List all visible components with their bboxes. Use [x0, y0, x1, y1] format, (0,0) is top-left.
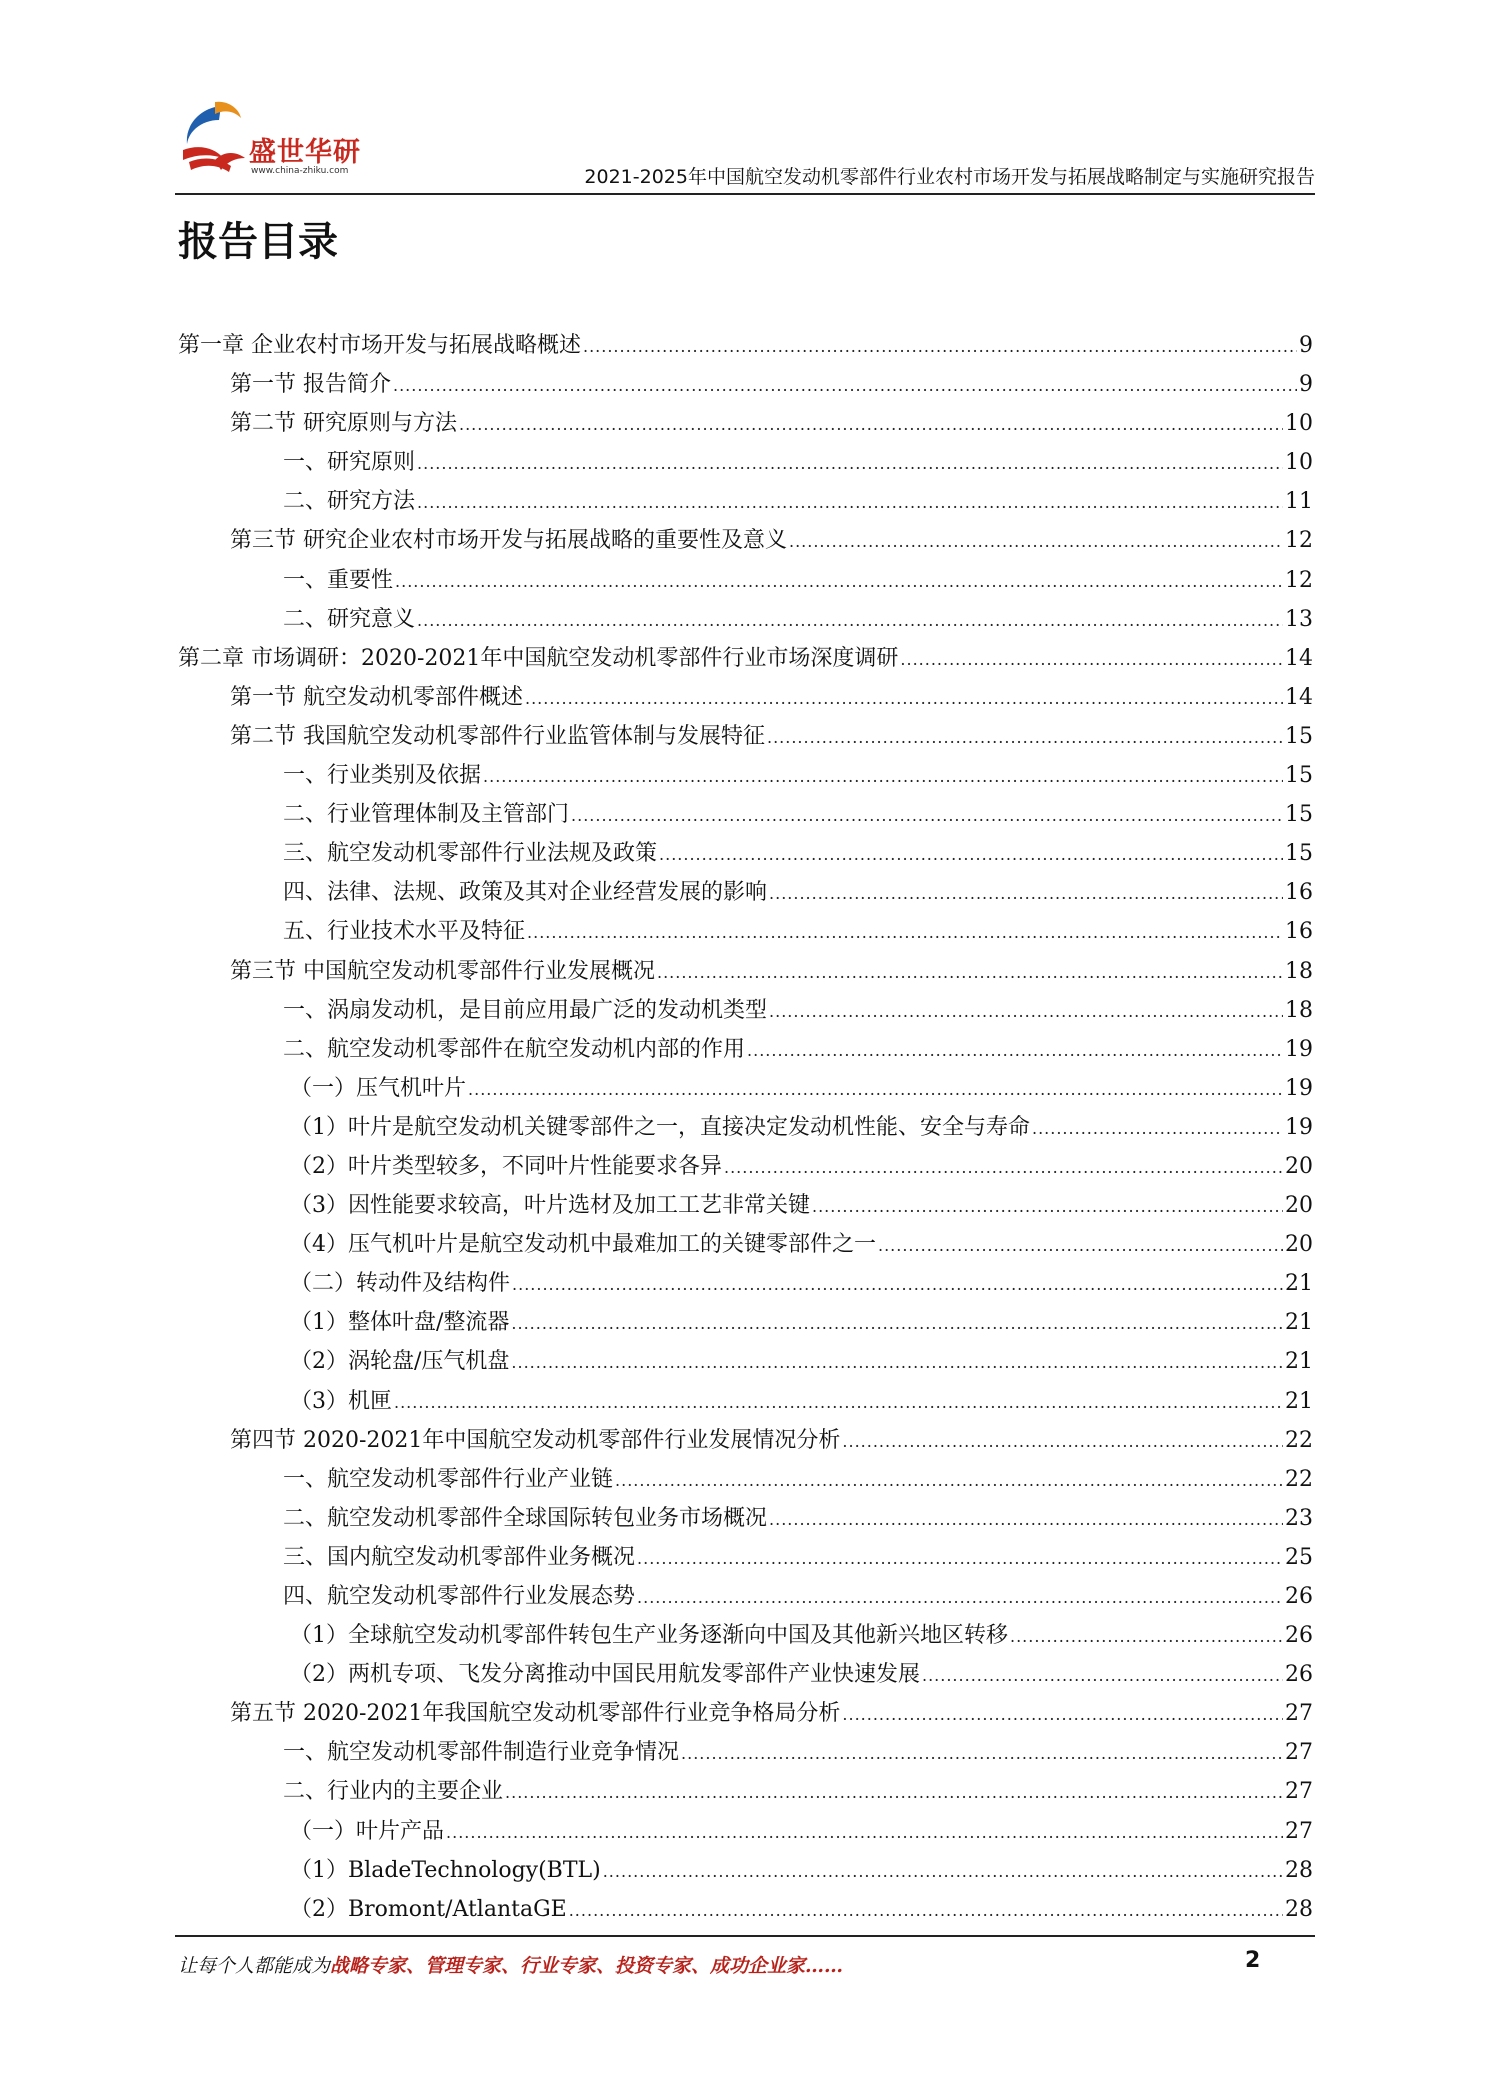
toc-leader-dots	[395, 562, 1283, 601]
toc-leader-dots	[1010, 1617, 1283, 1656]
footer-slogan	[178, 1951, 843, 1978]
toc-leader-dots	[842, 1422, 1283, 1461]
footer-slogan-highlight: 战略专家、管理专家、行业专家、投资专家、成功企业家……	[330, 1955, 844, 1977]
toc-entry-title: 四、航空发动机零部件行业发展态势	[283, 1584, 636, 1609]
toc-entry[interactable]	[178, 1577, 1313, 1616]
toc-leader-dots	[842, 1695, 1283, 1734]
toc-entry-page: 23	[1285, 1505, 1313, 1531]
toc-entry-page: 9	[1299, 372, 1313, 398]
toc-entry-title: 一、研究原则	[283, 450, 416, 476]
toc-entry-page: 20	[1285, 1232, 1313, 1258]
toc-entry-page: 19	[1285, 1114, 1313, 1140]
toc-entry-title: （一）压气机叶片	[290, 1075, 467, 1101]
toc-entry[interactable]	[178, 365, 1313, 404]
toc-entry-title: （4）压气机叶片是航空发动机中最难加工的关键零部件之一	[290, 1232, 876, 1258]
toc-entry-page: 20	[1285, 1153, 1313, 1179]
toc-entry[interactable]	[178, 1812, 1313, 1851]
toc-entry-title: （1）BladeTechnology(BTL)	[290, 1857, 601, 1883]
toc-entry[interactable]	[178, 952, 1313, 991]
toc-entry[interactable]	[178, 873, 1313, 912]
toc-leader-dots	[922, 1656, 1283, 1695]
toc-entry-title: 一、涡扇发动机，是目前应用最广泛的发动机类型	[283, 997, 768, 1023]
toc-entry[interactable]	[178, 1264, 1313, 1303]
toc-entry-title: 三、航空发动机零部件行业法规及政策	[283, 841, 658, 867]
toc-leader-dots	[767, 718, 1283, 757]
toc-entry-page: 18	[1285, 958, 1313, 984]
toc-entry-title: 二、研究方法	[283, 489, 416, 515]
toc-entry-title: 二、行业内的主要企业	[283, 1779, 504, 1805]
toc-entry-page: 21	[1285, 1349, 1313, 1375]
toc-entry[interactable]	[178, 521, 1313, 560]
toc-entry-title: 五、行业技术水平及特征	[283, 919, 526, 945]
toc-entry-page: 26	[1285, 1584, 1313, 1609]
toc-entry[interactable]	[178, 1421, 1313, 1460]
toc-leader-dots	[512, 1265, 1283, 1304]
toc-leader-dots	[394, 1383, 1283, 1422]
toc-leader-dots	[659, 835, 1283, 874]
toc-entry[interactable]	[178, 717, 1313, 756]
toc-entry[interactable]	[178, 1890, 1313, 1929]
toc-leader-dots	[417, 601, 1283, 640]
toc-entry-page: 28	[1285, 1857, 1313, 1883]
toc-entry-title: （1）叶片是航空发动机关键零部件之一，直接决定发动机性能、安全与寿命	[290, 1114, 1030, 1140]
toc-entry-title: 二、研究意义	[283, 606, 416, 632]
toc-entry-page: 12	[1285, 528, 1313, 554]
company-logo	[175, 100, 385, 188]
toc-leader-dots	[603, 1852, 1283, 1891]
toc-leader-dots	[900, 640, 1283, 679]
toc-entry-page: 10	[1285, 411, 1313, 437]
toc-entry-page: 27	[1285, 1740, 1313, 1766]
toc-entry-title: （1）全球航空发动机零部件转包生产业务逐渐向中国及其他新兴地区转移	[290, 1623, 1008, 1649]
report-title: 2021-2025年中国航空发动机零部件行业农村市场开发与拓展战略制定与实施研究报告	[584, 166, 1315, 188]
toc-leader-dots	[724, 1148, 1283, 1187]
toc-leader-dots	[681, 1734, 1283, 1773]
toc-entry[interactable]	[178, 1147, 1313, 1186]
toc-leader-dots	[393, 366, 1297, 405]
toc-entry-title: （2）叶片类型较多，不同叶片性能要求各异	[290, 1153, 722, 1179]
toc-entry[interactable]	[178, 1342, 1313, 1381]
toc-entry[interactable]	[178, 1186, 1313, 1225]
toc-leader-dots	[459, 405, 1283, 444]
toc-leader-dots	[878, 1226, 1283, 1265]
toc-entry-page: 20	[1285, 1193, 1313, 1219]
toc-leader-dots	[417, 483, 1283, 522]
toc-leader-dots	[569, 1891, 1283, 1930]
toc-entry-title: 一、航空发动机零部件制造行业竞争情况	[283, 1740, 680, 1766]
page-title: 报告目录	[178, 219, 338, 265]
toc-leader-dots	[571, 796, 1283, 835]
toc-entry-page: 22	[1285, 1466, 1313, 1492]
toc-entry-title: 第一章 企业农村市场开发与拓展战略概述	[178, 333, 581, 358]
toc-entry-page: 10	[1285, 450, 1313, 476]
footer-divider	[175, 1935, 1315, 1937]
toc-leader-dots	[615, 1461, 1283, 1500]
toc-entry-title: 第三节 中国航空发动机零部件行业发展概况	[230, 958, 655, 984]
toc-leader-dots	[1032, 1109, 1283, 1148]
toc-leader-dots	[511, 1304, 1283, 1343]
page-header	[175, 100, 1315, 192]
toc-entry[interactable]	[178, 912, 1313, 951]
toc-entry-title: （2）涡轮盘/压气机盘	[290, 1349, 510, 1375]
toc-entry-title: 第二节 我国航空发动机零部件行业监管体制与发展特征	[230, 723, 765, 749]
toc-entry-page: 11	[1285, 489, 1313, 515]
toc-entry[interactable]	[178, 1499, 1313, 1538]
toc-entry-page: 19	[1285, 1075, 1313, 1101]
toc-entry-page: 26	[1285, 1662, 1313, 1688]
toc-entry[interactable]	[178, 482, 1313, 521]
toc-entry[interactable]	[178, 1733, 1313, 1772]
toc-entry[interactable]	[178, 600, 1313, 639]
table-of-contents	[178, 326, 1313, 1929]
logo-emblem-icon	[175, 100, 249, 180]
toc-entry[interactable]	[178, 1069, 1313, 1108]
toc-entry[interactable]	[178, 1772, 1313, 1811]
toc-entry[interactable]	[178, 834, 1313, 873]
toc-entry-title: 二、航空发动机零部件全球国际转包业务市场概况	[283, 1505, 768, 1531]
toc-entry[interactable]	[178, 639, 1313, 678]
toc-entry-title: 第二章 市场调研：2020-2021年中国航空发动机零部件行业市场深度调研	[178, 645, 899, 671]
toc-entry-title: 第一节 航空发动机零部件概述	[230, 684, 523, 710]
toc-leader-dots	[505, 1773, 1283, 1812]
toc-entry[interactable]	[178, 561, 1313, 600]
toc-leader-dots	[511, 1343, 1283, 1382]
toc-leader-dots	[525, 679, 1283, 718]
toc-leader-dots	[657, 953, 1283, 992]
toc-entry[interactable]	[178, 1460, 1313, 1499]
toc-entry-title: 二、行业管理体制及主管部门	[283, 802, 570, 828]
toc-entry-page: 16	[1285, 919, 1313, 945]
toc-entry-title: （3）机匣	[290, 1388, 392, 1414]
toc-leader-dots	[637, 1578, 1283, 1617]
toc-entry-page: 21	[1285, 1388, 1313, 1414]
toc-entry-page: 22	[1285, 1427, 1313, 1453]
toc-entry-page: 9	[1299, 333, 1313, 358]
toc-leader-dots	[637, 1539, 1283, 1578]
toc-leader-dots	[747, 1031, 1283, 1070]
toc-entry-title: （1）整体叶盘/整流器	[290, 1310, 510, 1336]
toc-leader-dots	[417, 444, 1283, 483]
toc-entry[interactable]	[178, 795, 1313, 834]
logo-name: 盛世华研	[249, 137, 361, 168]
toc-entry-page: 27	[1285, 1701, 1313, 1727]
toc-entry[interactable]	[178, 1655, 1313, 1694]
toc-entry-title: （2）Bromont/AtlantaGE	[290, 1896, 567, 1922]
toc-entry-page: 15	[1285, 723, 1313, 749]
toc-leader-dots	[527, 913, 1283, 952]
toc-entry-title: 二、航空发动机零部件在航空发动机内部的作用	[283, 1036, 746, 1062]
toc-entry-page: 14	[1285, 684, 1313, 710]
toc-entry-title: （3）因性能要求较高，叶片选材及加工工艺非常关键	[290, 1193, 810, 1219]
toc-entry[interactable]	[178, 326, 1313, 365]
header-divider	[175, 193, 1315, 195]
toc-entry[interactable]	[178, 1030, 1313, 1069]
toc-entry-title: 第五节 2020-2021年我国航空发动机零部件行业竞争格局分析	[230, 1701, 841, 1727]
toc-leader-dots	[769, 1500, 1283, 1539]
toc-entry-title: （二）转动件及结构件	[290, 1271, 511, 1297]
toc-entry[interactable]	[178, 1225, 1313, 1264]
toc-entry-page: 26	[1285, 1623, 1313, 1649]
toc-entry-title: 第三节 研究企业农村市场开发与拓展战略的重要性及意义	[230, 528, 787, 554]
toc-entry[interactable]	[178, 678, 1313, 717]
toc-entry[interactable]	[178, 1303, 1313, 1342]
toc-leader-dots	[583, 327, 1297, 366]
toc-leader-dots	[769, 874, 1283, 913]
toc-entry[interactable]	[178, 1382, 1313, 1421]
toc-entry-page: 18	[1285, 997, 1313, 1023]
toc-entry-page: 12	[1285, 567, 1313, 593]
toc-leader-dots	[789, 522, 1283, 561]
footer-slogan-prefix: 让每个人都能成为	[178, 1955, 331, 1977]
toc-entry-title: 三、国内航空发动机零部件业务概况	[283, 1544, 636, 1570]
toc-entry-page: 27	[1285, 1818, 1313, 1844]
toc-entry-title: （2）两机专项、飞发分离推动中国民用航发零部件产业快速发展	[290, 1662, 920, 1688]
toc-entry-page: 15	[1285, 763, 1313, 789]
toc-entry-title: 一、重要性	[283, 567, 394, 593]
toc-entry-page: 14	[1285, 645, 1313, 671]
toc-entry[interactable]	[178, 756, 1313, 795]
toc-entry-page: 21	[1285, 1271, 1313, 1297]
toc-entry-title: 第二节 研究原则与方法	[230, 411, 457, 437]
toc-entry[interactable]	[178, 404, 1313, 443]
toc-entry-page: 15	[1285, 841, 1313, 867]
toc-entry-title: 一、航空发动机零部件行业产业链	[283, 1466, 614, 1492]
toc-entry[interactable]	[178, 1694, 1313, 1733]
logo-url: www.china-zhiku.com	[251, 166, 349, 176]
toc-entry-page: 13	[1285, 606, 1313, 632]
toc-entry-page: 19	[1285, 1036, 1313, 1062]
page-number: 2	[1245, 1948, 1261, 1973]
toc-entry-title: 一、行业类别及依据	[283, 763, 482, 789]
toc-leader-dots	[446, 1813, 1283, 1852]
toc-entry-page: 28	[1285, 1896, 1313, 1922]
toc-entry-title: 第四节 2020-2021年中国航空发动机零部件行业发展情况分析	[230, 1427, 841, 1453]
toc-entry[interactable]	[178, 1108, 1313, 1147]
toc-leader-dots	[769, 992, 1283, 1031]
toc-entry[interactable]	[178, 991, 1313, 1030]
toc-leader-dots	[483, 757, 1283, 796]
toc-leader-dots	[468, 1070, 1283, 1109]
toc-entry-title: 第一节 报告简介	[230, 372, 391, 398]
toc-entry-page: 27	[1285, 1779, 1313, 1805]
toc-entry-page: 21	[1285, 1310, 1313, 1336]
toc-entry-title: 四、法律、法规、政策及其对企业经营发展的影响	[283, 880, 768, 906]
toc-entry-page: 15	[1285, 802, 1313, 828]
toc-entry-title: （一）叶片产品	[290, 1818, 445, 1844]
toc-entry[interactable]	[178, 1538, 1313, 1577]
toc-entry-page: 25	[1285, 1544, 1313, 1570]
toc-entry-page: 16	[1285, 880, 1313, 906]
toc-leader-dots	[812, 1187, 1283, 1226]
toc-entry[interactable]	[178, 1851, 1313, 1890]
toc-entry[interactable]	[178, 1616, 1313, 1655]
toc-entry[interactable]	[178, 443, 1313, 482]
